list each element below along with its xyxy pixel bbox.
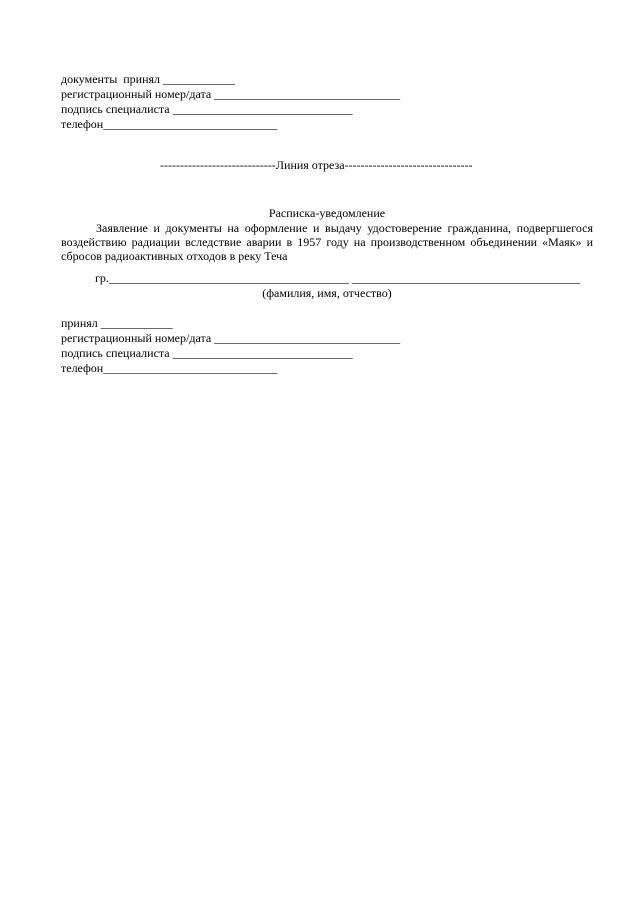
phone-line: телефон_____________________________	[61, 117, 278, 131]
accepted-by-line: документы принял ____________	[61, 72, 236, 86]
bottom-specialist-signature-line: подпись специалиста ______________________________	[61, 346, 353, 360]
bottom-accepted-by-line: принял ____________	[61, 316, 173, 330]
cut-line: -----------------------------Линия отреза--------------------------------	[160, 158, 473, 172]
registration-number-line: регистрационный номер/дата _______________________________	[61, 87, 401, 101]
citizen-name-line: гр.________________________________________ ______________________________________	[95, 271, 580, 285]
receipt-body-text: Заявление и документы на оформление и выдачу удостоверение гражданина, подвергшегося воздействию радиации вследствие аварии в 1957 году на производственном объединении «Маяк» и сбросов радиоактивных отходов в реку Теча	[61, 221, 593, 263]
receipt-body	[61, 221, 593, 263]
specialist-signature-line: подпись специалиста ______________________________	[61, 102, 353, 116]
citizen-name-caption: (фамилия, имя, отчество)	[262, 286, 392, 300]
receipt-title: Расписка-уведомление	[268, 206, 386, 220]
bottom-registration-number-line: регистрационный номер/дата _______________________________	[61, 331, 401, 345]
bottom-phone-line: телефон_____________________________	[61, 361, 278, 375]
